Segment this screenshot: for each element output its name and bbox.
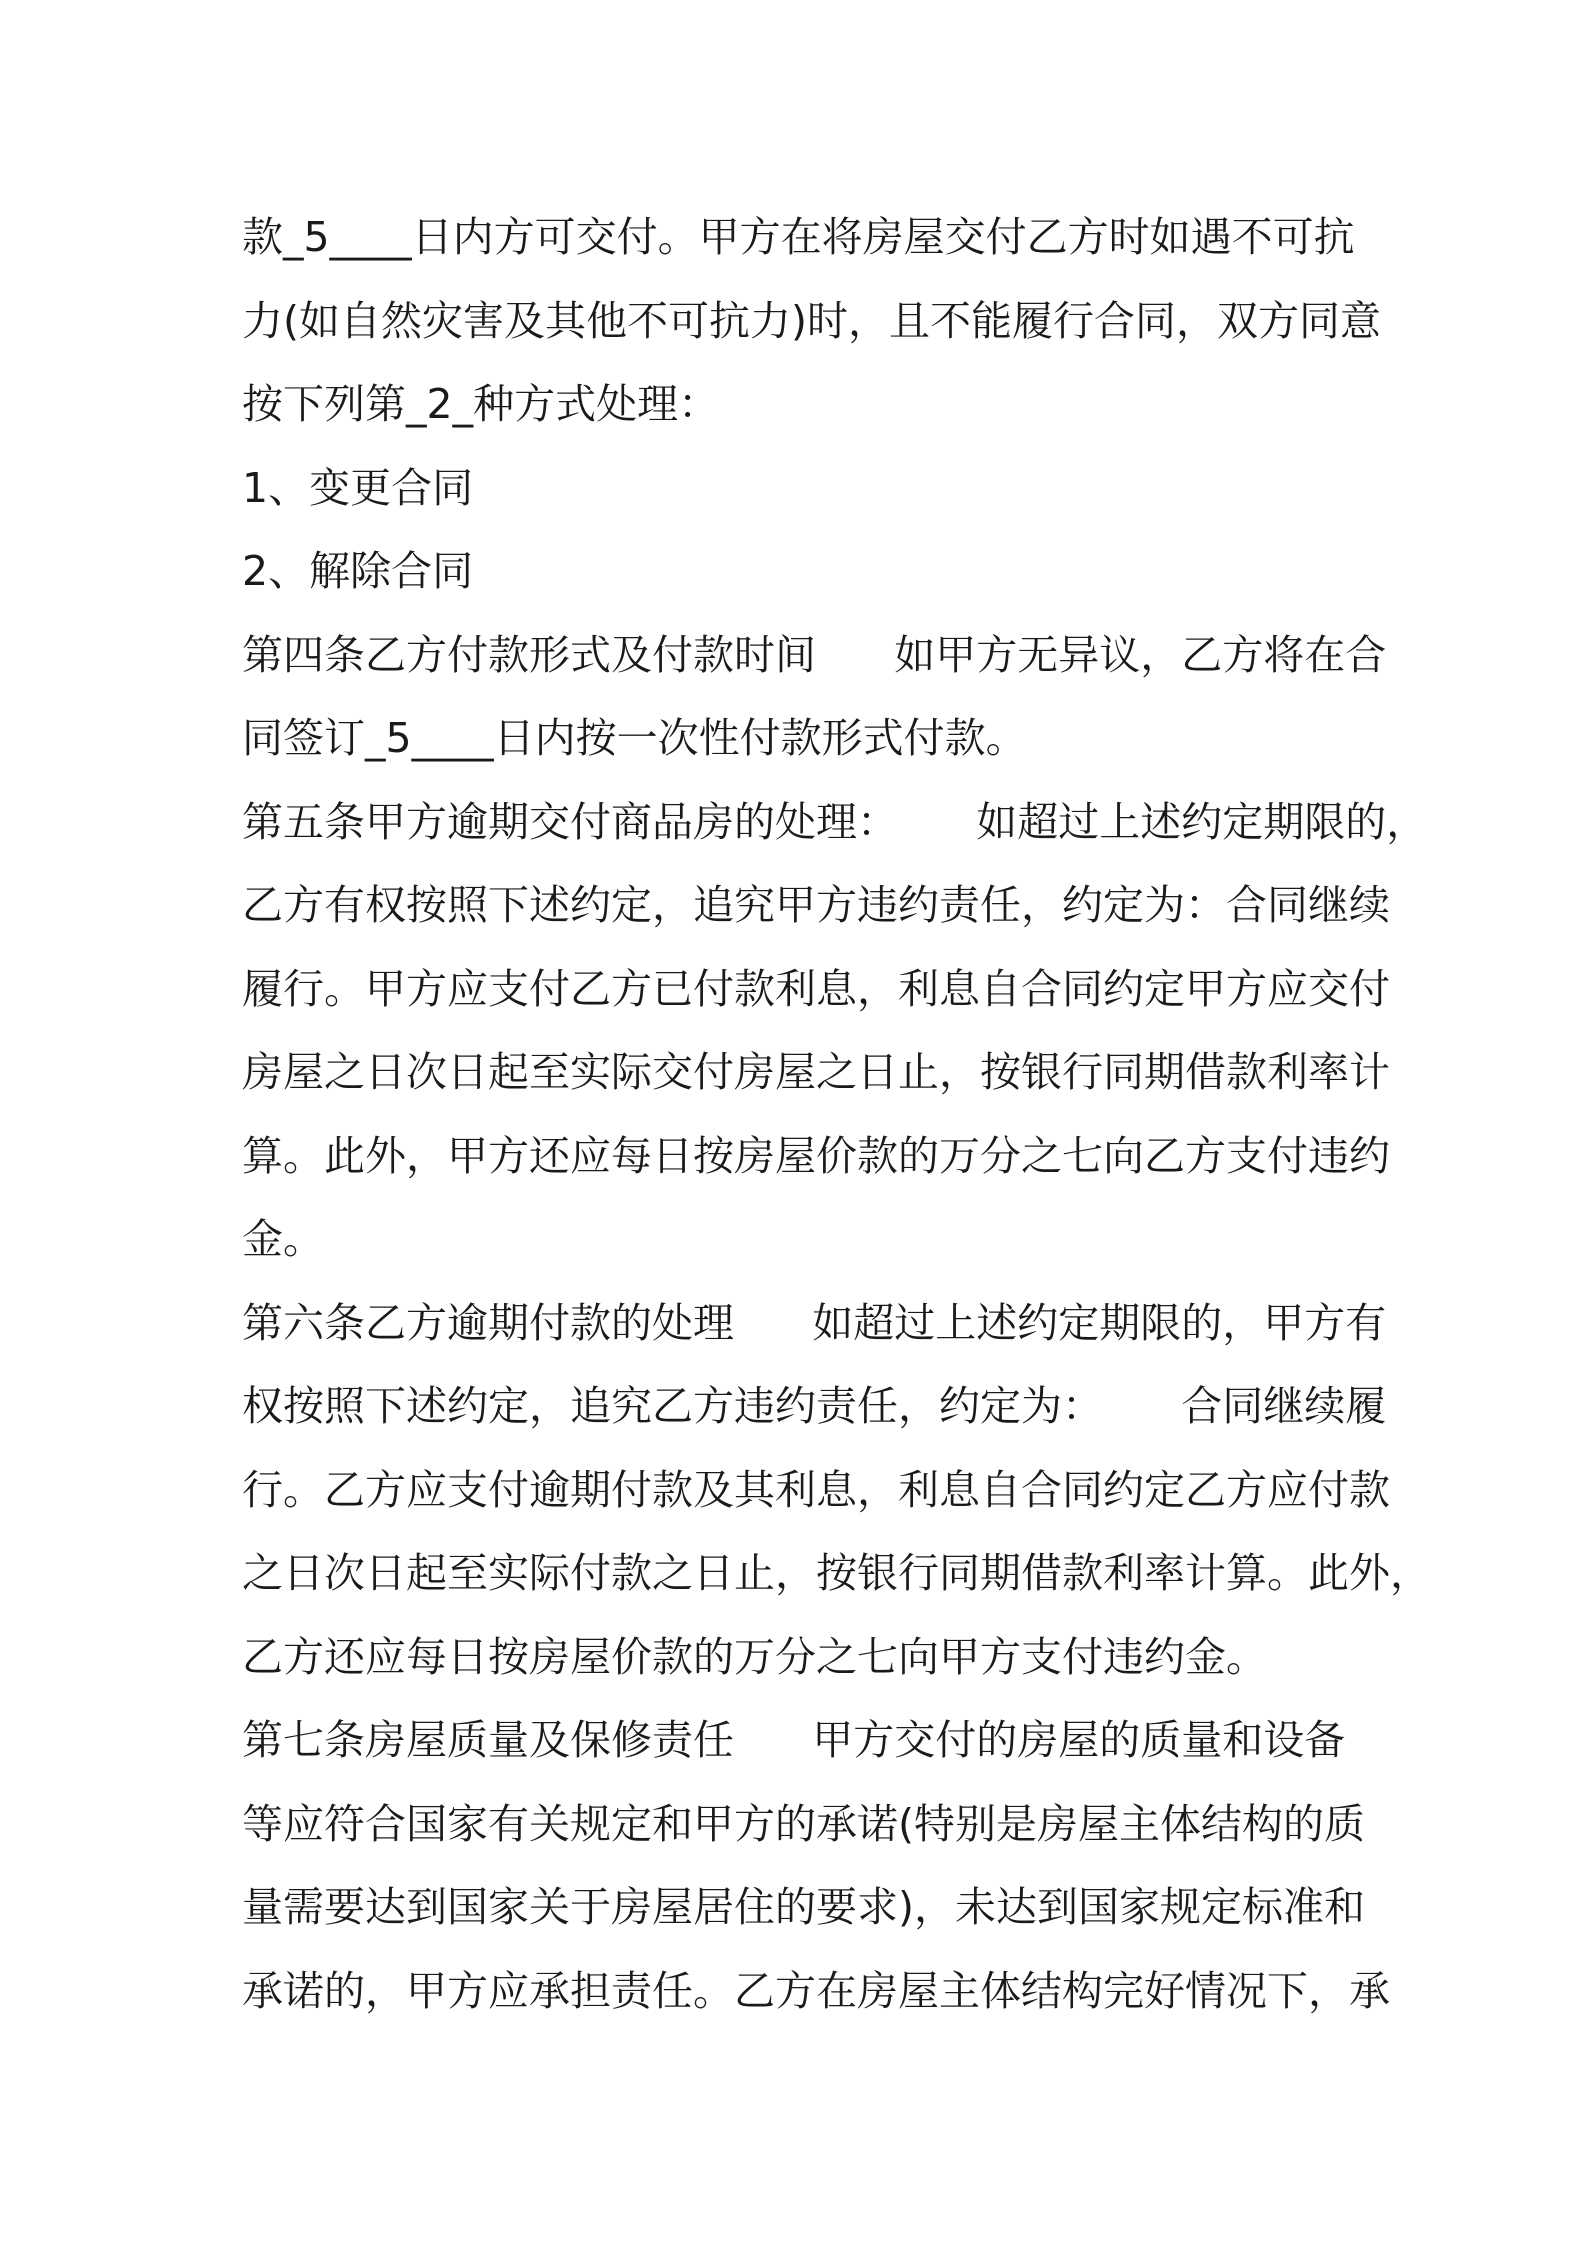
text-line: 算。此外，甲方还应每日按房屋价款的万分之七向乙方支付违约 bbox=[242, 1131, 1390, 1180]
clause-7-heading: 第七条房屋质量及保修责任 甲方交付的房屋的质量和设备 bbox=[242, 1716, 1346, 1764]
text-line: 等应符合国家有关规定和甲方的承诺(特别是房屋主体结构的质 bbox=[242, 1799, 1365, 1848]
text-line: 同签订_5____日内按一次性付款形式付款。 bbox=[242, 714, 1027, 762]
text-line: 乙方还应每日按房屋价款的万分之七向甲方支付违约金。 bbox=[242, 1632, 1267, 1681]
text-line: 承诺的，甲方应承担责任。乙方在房屋主体结构完好情况下，承 bbox=[242, 1966, 1390, 2015]
text-line: 权按照下述约定，追究乙方违约责任，约定为： 合同继续履 bbox=[242, 1382, 1387, 1430]
text-line: 房屋之日次日起至实际交付房屋之日止，按银行同期借款利率计 bbox=[242, 1048, 1390, 1096]
clause-4-heading: 第四条乙方付款形式及付款时间 如甲方无异议，乙方将在合 bbox=[242, 630, 1387, 679]
text-line: 之日次日起至实际付款之日止，按银行同期借款利率计算。此外， bbox=[242, 1549, 1431, 1597]
text-line: 乙方有权按照下述约定，追究甲方违约责任，约定为：合同继续 bbox=[242, 881, 1390, 929]
text-line: 金。 bbox=[242, 1215, 324, 1263]
text-line: 款_5____日内方可交付。甲方在将房屋交付乙方时如遇不可抗 bbox=[242, 213, 1355, 261]
clause-5-heading: 第五条甲方逾期交付商品房的处理： 如超过上述约定期限的， bbox=[242, 797, 1428, 846]
text-line: 按下列第_2_种方式处理： bbox=[242, 380, 720, 428]
text-line: 量需要达到国家关于房屋居住的要求)，未达到国家规定标准和 bbox=[242, 1883, 1365, 1931]
text-line: 力(如自然灾害及其他不可抗力)时，且不能履行合同，双方同意 bbox=[242, 296, 1381, 345]
text-line: 履行。甲方应支付乙方已付款利息，利息自合同约定甲方应交付 bbox=[242, 964, 1390, 1013]
contract-text bbox=[242, 196, 1431, 2033]
list-item: 1、变更合同 bbox=[242, 463, 474, 512]
text-line: 行。乙方应支付逾期付款及其利息，利息自合同约定乙方应付款 bbox=[242, 1465, 1390, 1514]
clause-6-heading: 第六条乙方逾期付款的处理 如超过上述约定期限的，甲方有 bbox=[242, 1298, 1387, 1347]
list-item: 2、解除合同 bbox=[242, 547, 474, 595]
